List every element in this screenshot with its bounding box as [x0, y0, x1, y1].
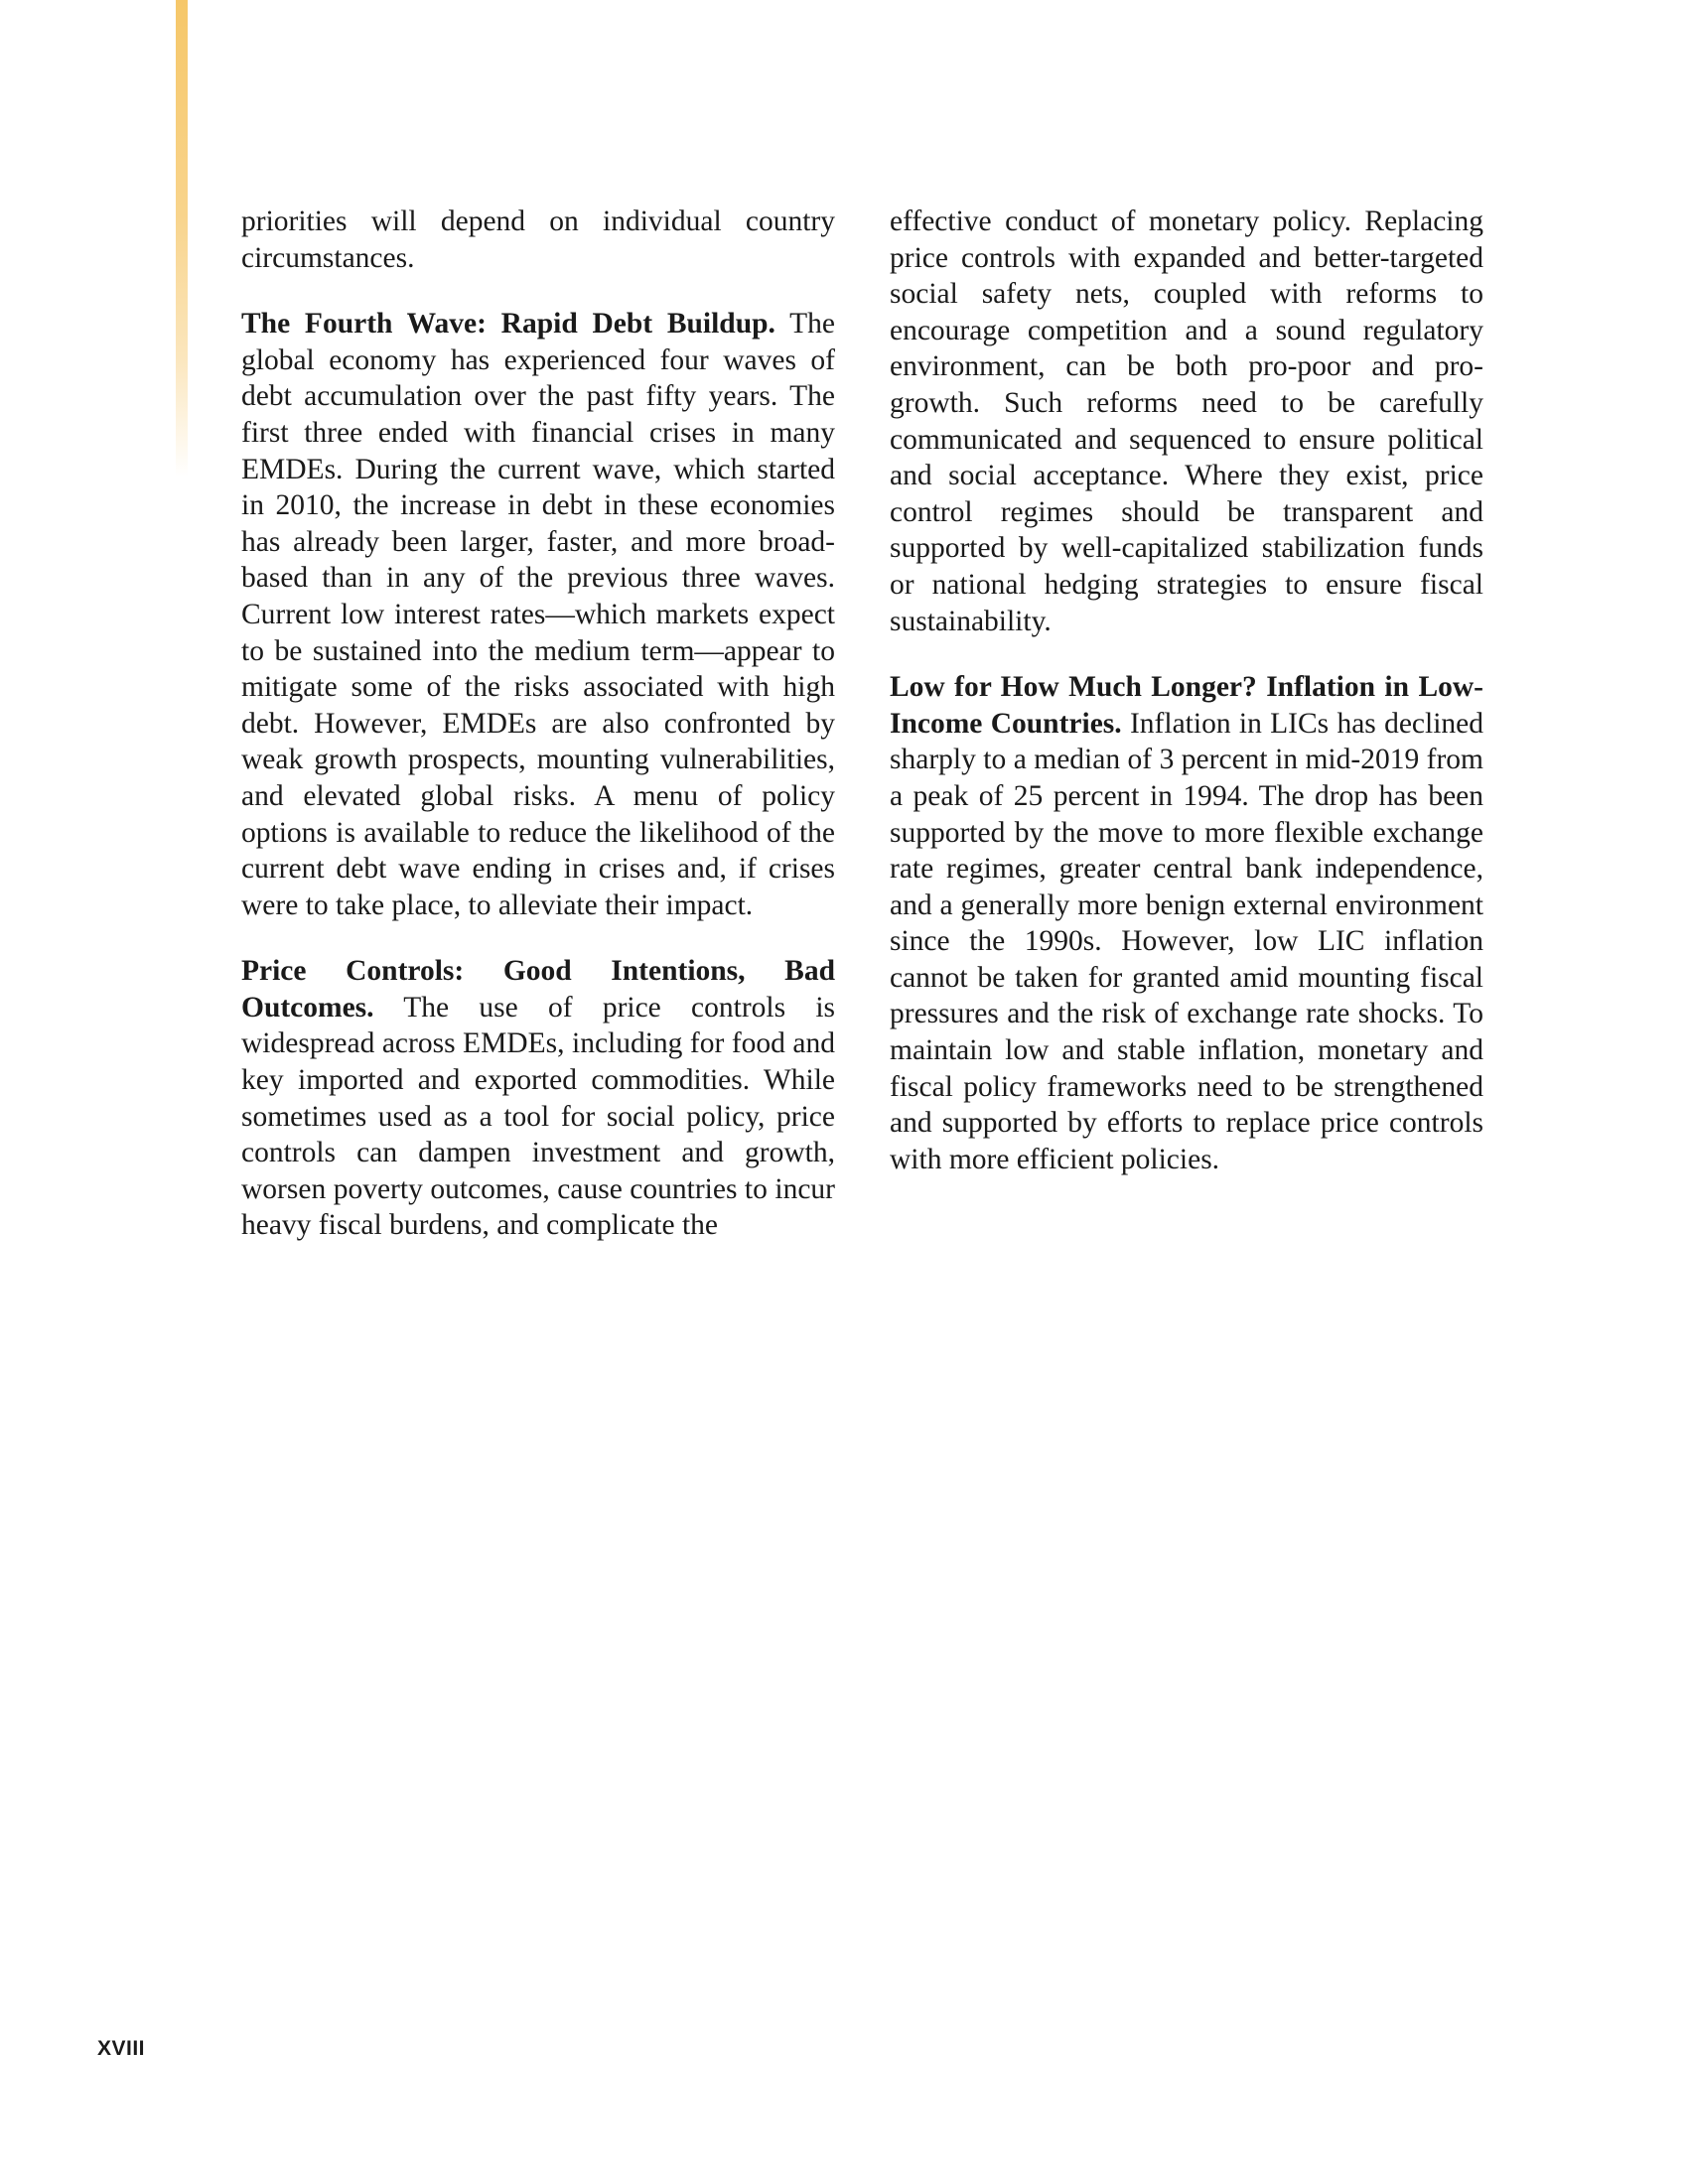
left-text-column — [241, 204, 835, 1274]
section-body-price-controls: The use of price controls is widespread across EMDEs, including for food and key imported and exported commodities. While sometimes used as a tool for social policy, price controls can dampen investment and growth, worsen poverty outcomes, cause countries to incur heavy fiscal burdens, and complicate the — [241, 991, 836, 1242]
section-body-lic-inflation: Inflation in LICs has declined sharply to a median of 3 percent in mid-2019 from a peak of 25 percent in 1994. The drop has been supported by the move to more flexible exchange rate regimes, greater central bank independence, and a generally more benign external environment since the 1990s. However, low LIC inflation cannot be taken for granted amid mounting fiscal pressures and the risk of exchange rate shocks. To maintain low and stable inflation, monetary and fiscal policy frameworks need to be strengthened and supported by efforts to replace price controls with more efficient policies. — [890, 707, 1484, 1175]
section-heading-price-controls: Price Controls: Good Intentions, Bad Outcomes. — [241, 955, 835, 1024]
section-paragraph-price-controls — [241, 953, 835, 1244]
page-number: XVIII — [97, 2037, 146, 2060]
section-heading-fourth-wave: The Fourth Wave: Rapid Debt Buildup. — [241, 308, 775, 341]
continued-paragraph: effective conduct of monetary policy. Replacing price controls with expanded and better-targeted social safety nets, coupled with reforms to encourage competition and a sound regulatory environment, can be both pro-poor and pro-growth. Such reforms need to be carefully communicated and sequenced to ensure political and social acceptance. Where they exist, price control regimes should be transparent and supported by well-capitalized stabilization funds or national hedging strategies to ensure fiscal sustainability. — [890, 205, 1483, 637]
section-paragraph-fourth-wave — [241, 306, 835, 923]
continued-paragraph: priorities will depend on individual country circumstances. — [241, 205, 835, 274]
section-body-fourth-wave: The global economy has experienced four waves of debt accumulation over the past fifty years. The first three ended with financial crises in many EMDEs. During the current wave, which started in 2010, the increase in debt in these economies has already been larger, faster, and more broad-based than in any of the previous three waves. Current low interest rates—which markets expect to be sustained into the medium term—appear to mitigate some of the risks associated with high debt. However, EMDEs are also confronted by weak growth prospects, mounting vulnerabilities, and elevated global risks. A menu of policy options is available to reduce the likelihood of the current debt wave ending in crises and, if crises were to take place, to alleviate their impact. — [241, 308, 835, 921]
decorative-accent-bar — [176, 0, 188, 477]
section-paragraph-lic-inflation — [890, 669, 1483, 1177]
section-heading-lic-inflation: Low for How Much Longer? Inflation in Low-Income Countries. — [890, 671, 1483, 740]
right-text-column — [890, 204, 1483, 1207]
